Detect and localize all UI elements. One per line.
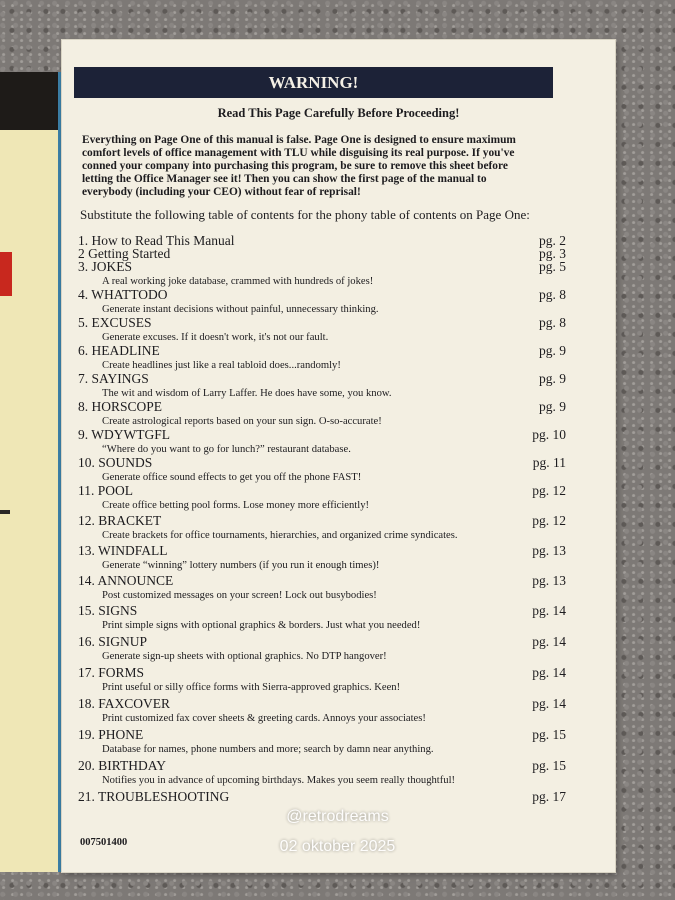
toc-label: 11. POOL bbox=[78, 483, 134, 498]
toc-entry bbox=[78, 399, 590, 428]
toc-entry bbox=[78, 287, 590, 316]
toc-row bbox=[78, 315, 590, 330]
toc-description: Database for names, phone numbers and more; search by damn near anything. bbox=[102, 744, 434, 755]
toc-label: 8. HORSCOPE bbox=[78, 399, 163, 414]
intro-line: letting the Office Manager see it! Then you can show the first page of the manual to bbox=[82, 173, 487, 185]
toc-row bbox=[78, 634, 590, 649]
toc-row bbox=[78, 573, 590, 588]
toc-entry bbox=[78, 371, 590, 400]
toc-page: pg. 17 bbox=[532, 789, 566, 804]
toc-page: pg. 12 bbox=[532, 513, 566, 528]
toc-page: pg. 9 bbox=[539, 399, 566, 414]
toc-description: Print customized fax cover sheets & greeting cards. Annoys your associates! bbox=[102, 713, 426, 724]
toc-page: pg. 9 bbox=[539, 343, 566, 358]
toc-description: Create astrological reports based on your sun sign. O-so-accurate! bbox=[102, 416, 382, 427]
toc-entry bbox=[78, 727, 590, 756]
toc-page: pg. 15 bbox=[532, 758, 566, 773]
toc-entry bbox=[78, 665, 590, 694]
toc-row bbox=[78, 455, 590, 470]
toc-page: pg. 12 bbox=[532, 483, 566, 498]
toc-entry bbox=[78, 315, 590, 344]
toc-label: 2 Getting Started bbox=[78, 246, 171, 261]
toc-entry bbox=[78, 455, 590, 484]
watermark-date: 02 oktober 2025 bbox=[279, 838, 396, 855]
toc-description: Generate excuses. If it doesn't work, it's not our fault. bbox=[102, 332, 329, 343]
toc-description: Post customized messages on your screen! Lock out busybodies! bbox=[102, 590, 377, 601]
toc-page: pg. 8 bbox=[539, 315, 566, 330]
book-cover-dark-area bbox=[0, 72, 58, 130]
warning-banner: WARNING! bbox=[74, 67, 553, 98]
toc-label: 5. EXCUSES bbox=[78, 315, 152, 330]
toc-row bbox=[78, 427, 590, 442]
toc-page: pg. 3 bbox=[539, 246, 566, 261]
toc-page: pg. 8 bbox=[539, 287, 566, 302]
toc-entry bbox=[78, 634, 590, 663]
intro-line: conned your company into purchasing this program, be sure to remove this sheet before bbox=[82, 160, 508, 172]
toc-description: Notifies you in advance of upcoming birthdays. Makes you seem really thoughtful! bbox=[102, 775, 456, 786]
toc-row bbox=[78, 371, 590, 386]
toc-label: 3. JOKES bbox=[78, 259, 133, 274]
toc-label: 19. PHONE bbox=[78, 727, 144, 742]
toc-description: Create headlines just like a real tabloid does...randomly! bbox=[102, 360, 341, 371]
toc-description: Create brackets for office tournaments, hierarchies, and organized crime syndicates. bbox=[102, 530, 458, 541]
toc-row bbox=[78, 758, 590, 773]
toc-page: pg. 14 bbox=[532, 665, 566, 680]
toc-row bbox=[78, 665, 590, 680]
toc-label: 18. FAXCOVER bbox=[78, 696, 171, 711]
toc-description: Generate office sound effects to get you off the phone FAST! bbox=[102, 472, 362, 483]
toc-page: pg. 14 bbox=[532, 603, 566, 618]
toc-page: pg. 15 bbox=[532, 727, 566, 742]
toc-entry bbox=[78, 696, 590, 725]
substitute-instruction: Substitute the following table of contents for the phony table of contents on Page One: bbox=[80, 207, 530, 222]
toc-page: pg. 2 bbox=[539, 233, 566, 248]
toc-row bbox=[78, 603, 590, 618]
toc-label: 12. BRACKET bbox=[78, 513, 162, 528]
toc-description: Print simple signs with optional graphics & borders. Just what you needed! bbox=[102, 620, 421, 631]
toc-row bbox=[78, 789, 590, 804]
toc-page: pg. 13 bbox=[532, 543, 566, 558]
toc-label: 13. WINDFALL bbox=[78, 543, 168, 558]
manual-page bbox=[62, 40, 615, 872]
toc-description: Create office betting pool forms. Lose money more efficiently! bbox=[102, 500, 370, 511]
toc-entry bbox=[78, 427, 590, 456]
toc-row bbox=[78, 259, 590, 274]
toc-label: 1. How to Read This Manual bbox=[78, 233, 235, 248]
toc-entry bbox=[78, 573, 590, 602]
toc-row bbox=[78, 287, 590, 302]
toc-page: pg. 14 bbox=[532, 696, 566, 711]
toc-entry bbox=[78, 259, 590, 288]
toc-label: 15. SIGNS bbox=[78, 603, 138, 618]
intro-line: everybody (including your CEO) without fear of reprisal! bbox=[82, 186, 361, 198]
toc-label: 16. SIGNUP bbox=[78, 634, 148, 649]
toc-label: 4. WHATTODO bbox=[78, 287, 168, 302]
toc-row bbox=[78, 543, 590, 558]
intro-line: Everything on Page One of this manual is false. Page One is designed to ensure maximum bbox=[82, 134, 516, 146]
toc-description: A real working joke database, crammed with hundreds of jokes! bbox=[102, 276, 374, 287]
toc-page: pg. 5 bbox=[539, 259, 566, 274]
toc-description: Print useful or silly office forms with Sierra-approved graphics. Keen! bbox=[102, 682, 401, 693]
toc-row bbox=[78, 696, 590, 711]
toc-entry bbox=[78, 543, 590, 572]
watermark-handle: @retrodreams bbox=[286, 808, 389, 825]
toc-label: 6. HEADLINE bbox=[78, 343, 160, 358]
book-dark-line bbox=[0, 510, 10, 514]
toc-row bbox=[78, 727, 590, 742]
toc-description: Generate sign-up sheets with optional graphics. No DTP hangover! bbox=[102, 651, 387, 662]
toc-description: The wit and wisdom of Larry Laffer. He does have some, you know. bbox=[102, 388, 392, 399]
toc-page: pg. 11 bbox=[532, 455, 566, 470]
toc-row bbox=[78, 399, 590, 414]
intro-paragraph bbox=[82, 134, 537, 199]
subheading: Read This Page Carefully Before Proceeding! bbox=[217, 106, 460, 120]
toc-label: 17. FORMS bbox=[78, 665, 145, 680]
intro-line: comfort levels of office management with TLU while disguising its real purpose. If you've bbox=[82, 147, 515, 159]
toc-row bbox=[78, 513, 590, 528]
toc-page: pg. 10 bbox=[532, 427, 566, 442]
toc-entry bbox=[78, 513, 590, 542]
toc-row bbox=[78, 483, 590, 498]
toc-description: Generate “winning” lottery numbers (if you run it enough times)! bbox=[102, 560, 380, 571]
toc-page: pg. 9 bbox=[539, 371, 566, 386]
toc-entry bbox=[78, 758, 590, 787]
toc-label: 9. WDYWTGFL bbox=[78, 427, 170, 442]
toc-row bbox=[78, 343, 590, 358]
toc-label: 21. TROUBLESHOOTING bbox=[78, 789, 230, 804]
toc-entry bbox=[78, 789, 590, 804]
toc-description: “Where do you want to go for lunch?” restaurant database. bbox=[102, 444, 351, 455]
toc-page: pg. 13 bbox=[532, 573, 566, 588]
adjacent-book bbox=[0, 72, 61, 872]
toc-label: 10. SOUNDS bbox=[78, 455, 153, 470]
book-red-mark bbox=[0, 252, 12, 296]
toc-label: 14. ANNOUNCE bbox=[78, 573, 174, 588]
toc-entry bbox=[78, 603, 590, 632]
toc-description: Generate instant decisions without painful, unnecessary thinking. bbox=[102, 304, 379, 315]
toc-label: 20. BIRTHDAY bbox=[78, 758, 166, 773]
toc-entry bbox=[78, 483, 590, 512]
part-number: 007501400 bbox=[80, 837, 128, 848]
toc-entry bbox=[78, 343, 590, 372]
toc-label: 7. SAYINGS bbox=[78, 371, 149, 386]
toc-page: pg. 14 bbox=[532, 634, 566, 649]
